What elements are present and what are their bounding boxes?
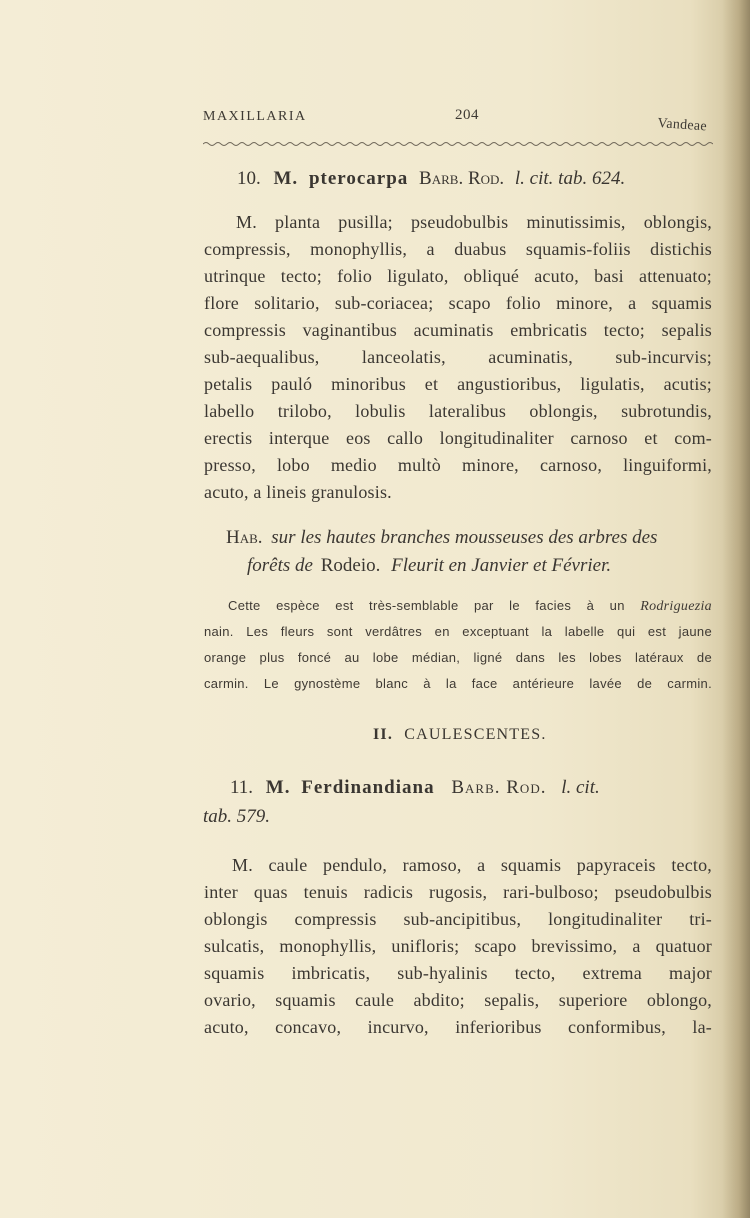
entry-10-reference: l. cit. tab. 624. [514,168,626,189]
entry-10-description-line: M. planta pusilla; pseudobulbis minutissimis, oblongis, [236,212,712,232]
note-italic-genus: Rodriguezia [640,599,712,614]
header-ornamental-rule [203,140,713,148]
note-text: Cette espèce est très-semblable par le facies à un [228,598,625,613]
entry-11-description-line: oblongis compressis sub-ancipitibus, longitudinaliter tri- [204,909,712,929]
entry-10-description-line: utrinque tecto; folio ligulato, obliqué acuto, basi attenuato; [204,266,712,286]
entry-11-description-line: M. caule pendulo, ramoso, a squamis papyraceis tecto, [232,855,712,875]
running-head-right: Vandeae [656,116,708,135]
entry-11-genus: M. [265,777,291,798]
entry-11-description-line: sulcatis, monophyllis, unifloris; scapo brevissimo, a quatuor [204,936,712,956]
entry-10-note-line: orange plus foncé au lobe médian, ligné dans les lobes latéraux de [204,650,712,665]
entry-11-epithet: Ferdinandiana [301,777,435,798]
page-number: 204 [455,107,479,123]
entry-10-note-line: nain. Les fleurs sont verdâtres en exceptuant la labelle qui est jaune [204,624,712,639]
entry-11-description-line: squamis imbricatis, sub-hyalinis tecto, extrema major [204,963,712,983]
entry-10-habitat-line-2 [247,555,611,577]
entry-11-description-line: ovario, squamis caule abdito; sepalis, superiore oblongo, [204,990,712,1010]
entry-10-description-line: compressis, monophyllis, a duabus squamis-foliis distichis [204,239,712,259]
entry-10-epithet: pterocarpa [308,168,409,189]
entry-11-description-line: acuto, concavo, incurvo, inferioribus conformibus, la- [204,1017,712,1037]
entry-10-heading [237,168,625,190]
entry-11-reference-part2: tab. 579. [203,806,271,827]
entry-11-reference-part1: l. cit. [561,777,600,798]
habitat-text: forêts de [247,555,313,576]
entry-10-number: 10. [237,168,261,189]
entry-10-note-line [228,598,712,615]
entry-10-description-line: petalis pauló minoribus et angustioribus, ligulatis, acutis; [204,374,712,394]
entry-11-number: 11. [230,777,254,798]
section-numeral: II. [373,726,394,743]
entry-10-description-line: erectis interque eos callo longitudinaliter carnoso et com- [204,428,712,448]
entry-11-heading [230,777,600,799]
entry-10-description-line: sub-aequalibus, lanceolatis, acuminatis, sub-incurvis; [204,347,712,367]
habitat-text: sur les hautes branches mousseuses des arbres des [271,527,658,548]
habitat-flowering: Fleurit en Janvier et Février. [391,555,612,576]
entry-11-authority: Barb. Rod. [451,777,547,798]
entry-10-description-line: compressis vaginantibus acuminatis embricatis tecto; sepalis [204,320,712,340]
habitat-label: Hab. [226,527,263,548]
running-head-left: MAXILLARIA [203,109,307,124]
entry-10-description-line: labello trilobo, lobulis lateralibus oblongis, subrotundis, [204,401,712,421]
entry-11-description-line: inter quas tenuis radicis rugosis, rari-bulboso; pseudobulbis [204,882,712,902]
entry-10-note-line: carmin. Le gynostème blanc à la face antérieure lavée de carmin. [204,676,712,691]
entry-10-habitat-line-1 [226,527,657,549]
entry-10-description-line: acuto, a lineis granulosis. [204,482,392,502]
entry-11-heading-continued [203,806,270,828]
page-gutter-shadow [722,0,750,1218]
entry-10-description-line: flore solitario, sub-coriacea; scapo folio minore, a squamis [204,293,712,313]
section-title: CAULESCENTES. [404,726,547,743]
section-heading [373,726,547,744]
habitat-place: Rodeio. [320,555,381,576]
entry-10-description-line: presso, lobo medio multò minore, carnoso, linguiformi, [204,455,712,475]
entry-10-authority: Barb. Rod. [419,168,505,189]
entry-10-genus: M. [273,168,299,189]
